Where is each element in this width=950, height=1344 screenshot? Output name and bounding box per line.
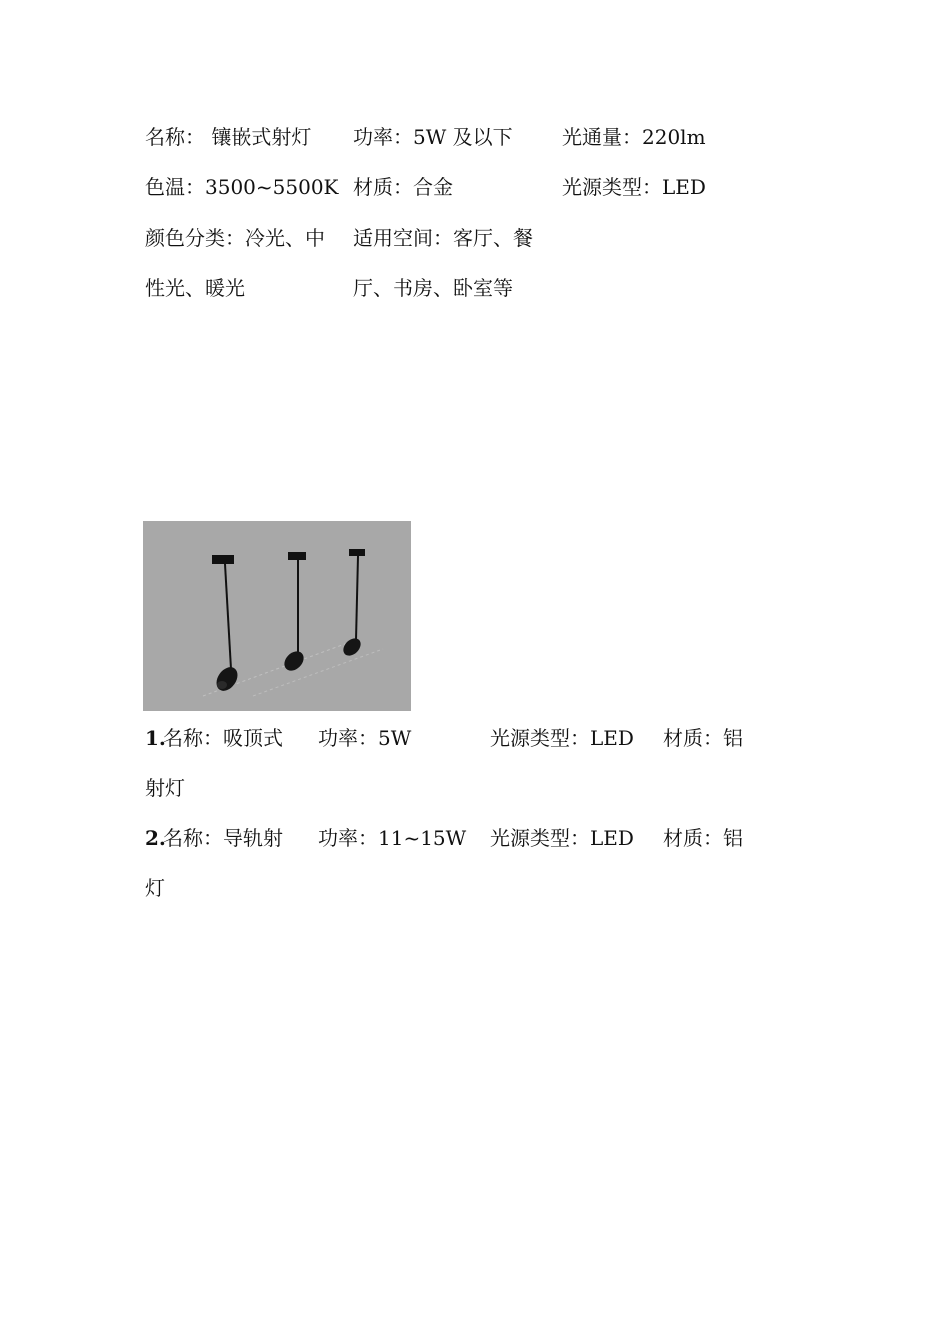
- product-name-cont: 灯: [145, 876, 165, 900]
- spec-material: 材质：合金: [353, 175, 453, 199]
- spec-luminous-flux: 光通量：220lm: [562, 125, 706, 149]
- product-index: 2.: [145, 826, 166, 850]
- product-material: 材质：铝: [663, 726, 743, 750]
- product-light-source: 光源类型：LED: [490, 726, 634, 750]
- spec-color-category: 颜色分类：冷光、中: [145, 226, 325, 250]
- spec-applicable-space: 适用空间：客厅、餐: [353, 226, 533, 250]
- product-name: 名称：吸顶式: [163, 726, 283, 750]
- pendant-spotlights-image: [143, 521, 411, 711]
- product-index: 1.: [145, 726, 166, 750]
- product-name-cont: 射灯: [145, 776, 185, 800]
- product-material: 材质：铝: [663, 826, 743, 850]
- spec-name: 名称： 镶嵌式射灯: [145, 125, 312, 149]
- product-power: 功率：11~15W: [318, 826, 467, 850]
- product-power: 功率：5W: [318, 726, 412, 750]
- product-name: 名称：导轨射: [163, 826, 283, 850]
- product-light-source: 光源类型：LED: [490, 826, 634, 850]
- spec-light-source: 光源类型：LED: [562, 175, 706, 199]
- spec-color-category-cont: 性光、暖光: [145, 276, 245, 300]
- spec-power: 功率：5W 及以下: [353, 125, 513, 149]
- spotlight-photo: [143, 521, 411, 711]
- spec-applicable-space-cont: 厅、书房、卧室等: [353, 276, 513, 300]
- spec-color-temperature: 色温：3500~5500K: [145, 175, 339, 199]
